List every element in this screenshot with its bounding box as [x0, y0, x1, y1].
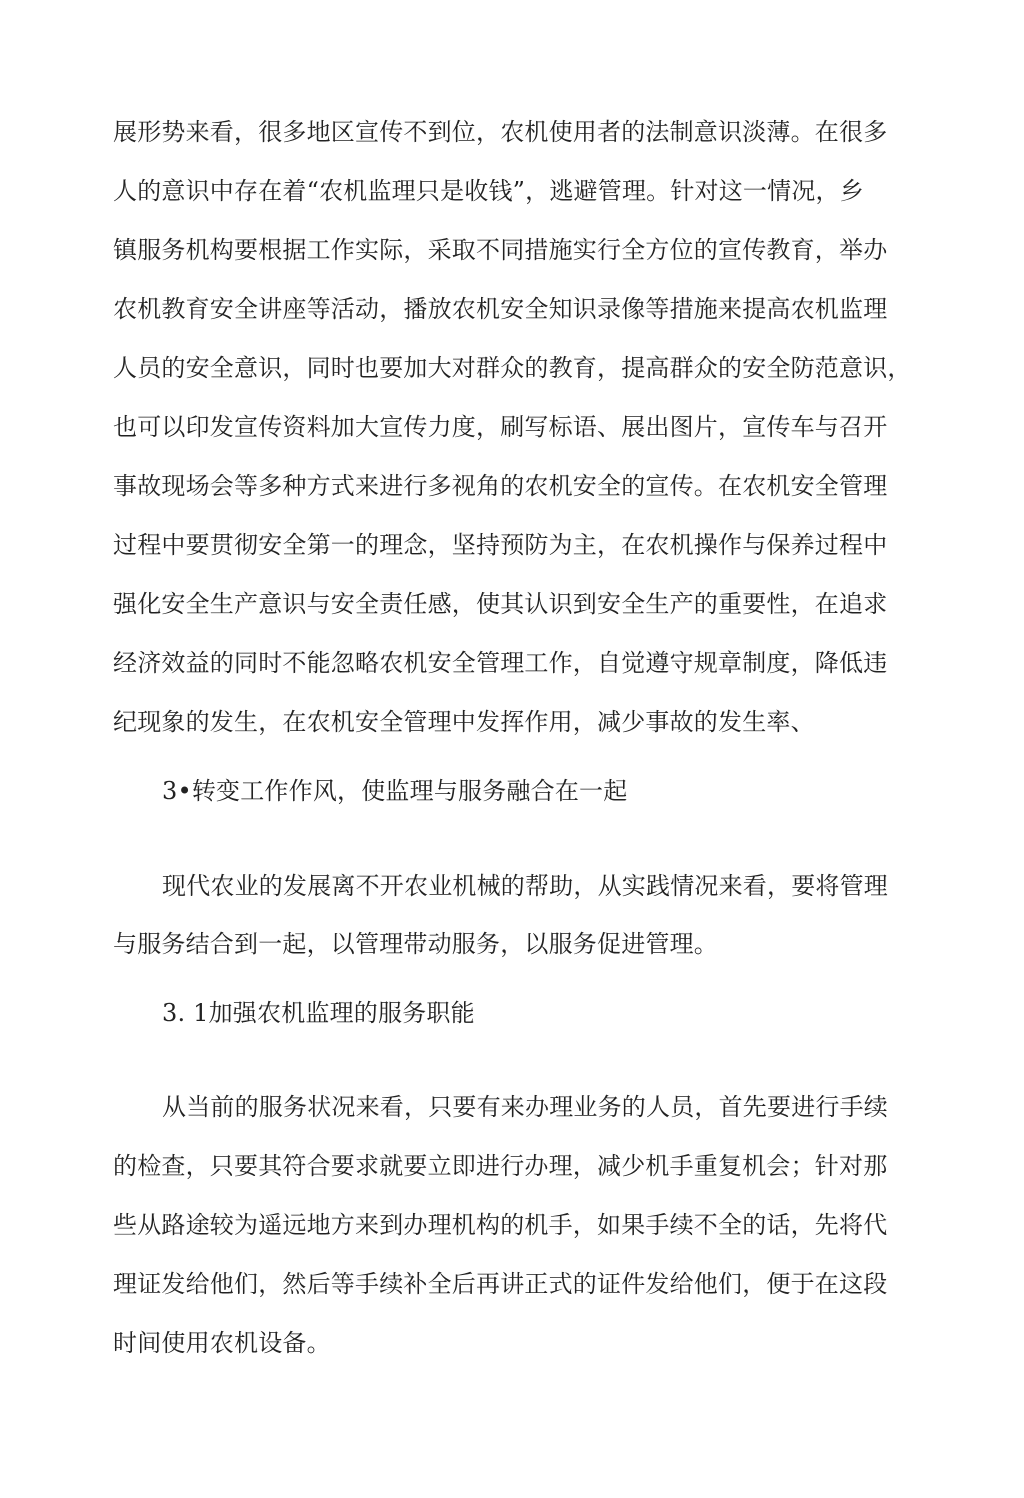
- section-heading-3: 3•转变工作作风，使监理与服务融合在一起: [162, 777, 628, 805]
- paragraph-1-line-11: 纪现象的发生，在农机安全管理中发挥作用，减少事故的发生率、: [113, 708, 815, 736]
- paragraph-3-line-4: 理证发给他们，然后等手续补全后再讲正式的证件发给他们，便于在这段: [113, 1270, 888, 1298]
- paragraph-1-line-6: 也可以印发宣传资料加大宣传力度，刷写标语、展出图片，宣传车与召开: [113, 413, 888, 441]
- paragraph-3-line-5: 时间使用农机设备。: [113, 1329, 331, 1357]
- paragraph-1-line-5: 人员的安全意识，同时也要加大对群众的教育，提高群众的安全防范意识，: [113, 354, 912, 382]
- paragraph-3-line-1: 从当前的服务状况来看，只要有来办理业务的人员，首先要进行手续: [162, 1093, 888, 1121]
- paragraph-1-line-4: 农机教育安全讲座等活动，播放农机安全知识录像等措施来提高农机监理: [113, 295, 888, 323]
- paragraph-1-line-2: 人的意识中存在着“农机监理只是收钱”，逃避管理。针对这一情况，乡: [113, 177, 864, 205]
- paragraph-2-line-1: 现代农业的发展离不开农业机械的帮助，从实践情况来看，要将管理: [162, 872, 888, 900]
- paragraph-3-line-3: 些从路途较为遥远地方来到办理机构的机手，如果手续不全的话，先将代: [113, 1211, 888, 1239]
- paragraph-2-line-2: 与服务结合到一起，以管理带动服务，以服务促进管理。: [113, 930, 718, 958]
- paragraph-1-line-1: 展形势来看，很多地区宣传不到位，农机使用者的法制意识淡薄。在很多: [113, 118, 888, 146]
- paragraph-1-line-10: 经济效益的同时不能忽略农机安全管理工作，自觉遵守规章制度，降低违: [113, 649, 888, 677]
- paragraph-1-line-8: 过程中要贯彻安全第一的理念，坚持预防为主，在农机操作与保养过程中: [113, 531, 888, 559]
- paragraph-3-line-2: 的检查，只要其符合要求就要立即进行办理，减少机手重复机会；针对那: [113, 1152, 888, 1180]
- paragraph-1-line-7: 事故现场会等多种方式来进行多视角的农机安全的宣传。在农机安全管理: [113, 472, 888, 500]
- paragraph-1-line-3: 镇服务机构要根据工作实际，采取不同措施实行全方位的宣传教育，举办: [113, 236, 888, 264]
- section-heading-3-1: 3. 1加强农机监理的服务职能: [162, 999, 475, 1027]
- paragraph-1-line-9: 强化安全生产意识与安全责任感，使其认识到安全生产的重要性，在追求: [113, 590, 888, 618]
